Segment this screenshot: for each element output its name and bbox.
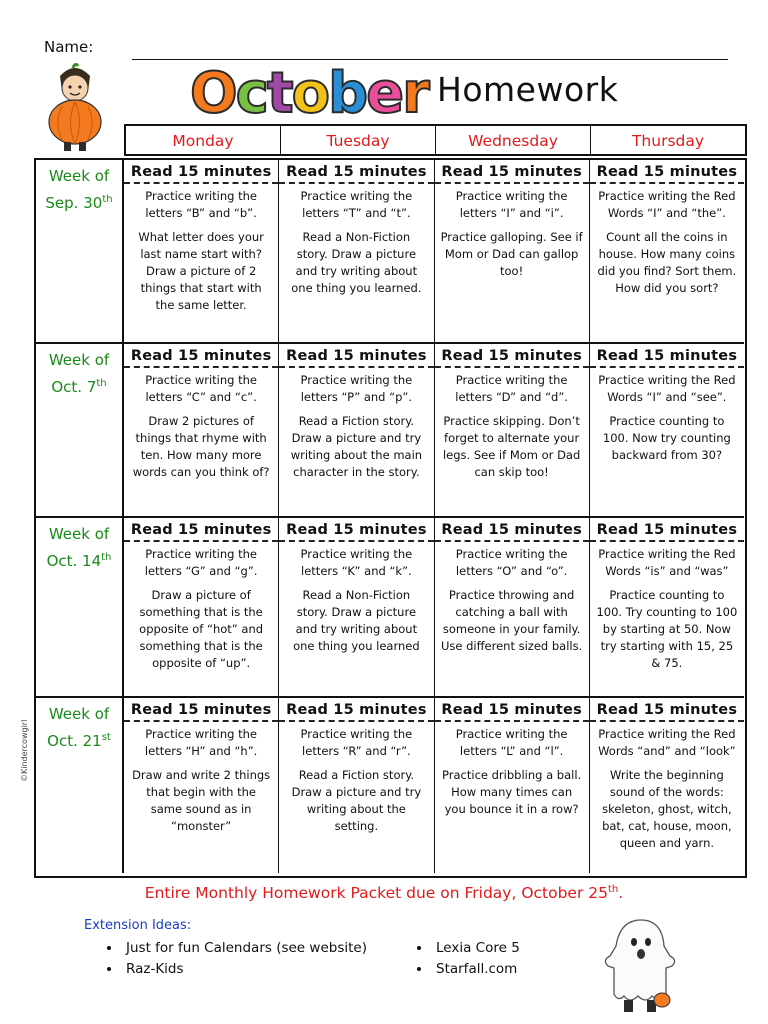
writing-task: Practice writing the letters “K” and “k”. <box>300 547 413 578</box>
read-task: Read 15 minutes <box>590 698 744 722</box>
copyright-note: ©Kindercowgirl <box>20 719 29 782</box>
week-label <box>36 344 124 516</box>
homework-cell <box>589 344 744 516</box>
week-label-line1: Week of <box>48 705 110 723</box>
title-letter: o <box>291 61 329 126</box>
read-task: Read 15 minutes <box>590 160 744 184</box>
extension-item: • Raz-Kids <box>122 959 372 980</box>
day-header-monday: Monday <box>172 132 234 150</box>
homework-cell <box>278 344 433 516</box>
activity-task: Practice skipping. Don’t forget to alternate your legs. See if Mom or Dad can skip too! <box>442 414 581 479</box>
writing-task: Practice writing the letters “L” and “l”. <box>455 727 568 758</box>
read-task: Read 15 minutes <box>435 518 589 542</box>
title-letter: b <box>328 61 367 126</box>
week-row <box>36 518 744 698</box>
week-label-line2: Sep. 30th <box>45 194 113 212</box>
homework-cell <box>434 160 589 342</box>
activity-task: Write the beginning sound of the words: skeleton, ghost, witch, bat, cat, house, moon, queen and yarn. <box>602 768 732 850</box>
name-label: Name: <box>44 38 94 56</box>
extension-item: • Just for fun Calendars (see website) <box>122 938 372 959</box>
extension-list-right <box>414 938 592 980</box>
homework-calendar <box>34 124 747 878</box>
activity-task: Practice galloping. See if Mom or Dad can gallop too! <box>440 230 583 278</box>
ghost-kid-icon <box>600 916 682 1016</box>
homework-cell <box>124 344 278 516</box>
week-label <box>36 698 124 873</box>
homework-cell <box>589 518 744 696</box>
activity-task: Practice dribbling a ball. How many times can you bounce it in a row? <box>442 768 582 816</box>
homework-cell <box>589 698 744 873</box>
activity-task: Read a Non-Fiction story. Draw a picture and try writing about one thing you learned. <box>291 230 422 295</box>
homework-cell <box>278 698 433 873</box>
activity-task: Draw a picture of something that is the opposite of “hot” and something that is the opposite of “up”. <box>139 588 264 670</box>
homework-cell <box>434 344 589 516</box>
writing-task: Practice writing the letters “D” and “d”. <box>455 373 568 404</box>
read-task: Read 15 minutes <box>435 344 589 368</box>
day-header-tuesday: Tuesday <box>280 126 435 154</box>
due-notice: Entire Monthly Homework Packet due on Friday, October 25th. <box>144 884 624 903</box>
activity-task: Practice counting to 100. Now try counting backward from 30? <box>602 414 731 462</box>
week-row <box>36 160 744 344</box>
title-letter: O <box>190 61 236 126</box>
weeks-table <box>34 158 747 878</box>
read-task: Read 15 minutes <box>590 344 744 368</box>
writing-task: Practice writing the letters “I” and “i”. <box>455 189 568 220</box>
writing-task: Practice writing the Red Words “and” and “look” <box>598 727 736 758</box>
title-letter: c <box>235 61 267 126</box>
week-row <box>36 344 744 518</box>
homework-cell <box>589 160 744 342</box>
extension-item: • Starfall.com <box>432 959 592 980</box>
homework-cell <box>124 160 278 342</box>
writing-task: Practice writing the letters “C” and “c”. <box>145 373 257 404</box>
extension-title: Extension Ideas: <box>84 918 192 933</box>
activity-task: Practice throwing and catching a ball with someone in your family. Use different sized balls. <box>440 588 583 653</box>
read-task: Read 15 minutes <box>279 344 433 368</box>
writing-task: Practice writing the Red Words “is” and “was” <box>598 547 736 578</box>
week-label-line2: Oct. 14th <box>46 552 112 570</box>
activity-task: Draw and write 2 things that begin with the same sound as in “monster” <box>132 768 271 833</box>
extension-list-left <box>104 938 372 980</box>
week-label <box>36 518 124 696</box>
day-header-row <box>124 124 747 156</box>
writing-task: Practice writing the letters “P” and “p”. <box>300 373 413 404</box>
day-header-thursday: Thursday <box>590 126 745 154</box>
writing-task: Practice writing the letters “R” and “r”. <box>300 727 413 758</box>
week-label-line2: Oct. 7th <box>51 378 107 396</box>
homework-cell <box>278 518 433 696</box>
writing-task: Practice writing the letters “O” and “o”. <box>455 547 568 578</box>
title-letter: r <box>402 61 428 126</box>
week-label-line1: Week of <box>48 351 110 369</box>
activity-task: Read a Fiction story. Draw a picture and try writing about the main character in the story. <box>290 414 423 479</box>
day-header-wednesday: Wednesday <box>435 126 590 154</box>
homework-cell <box>434 698 589 873</box>
activity-task: Count all the coins in house. How many coins did you find? Sort them. How did you sort? <box>597 230 737 295</box>
title-october <box>190 61 428 126</box>
writing-task: Practice writing the Red Words “I” and “the”. <box>598 189 736 220</box>
homework-cell <box>124 518 278 696</box>
writing-task: Practice writing the letters “T” and “t”. <box>300 189 413 220</box>
homework-cell <box>124 698 278 873</box>
activity-task: Draw 2 pictures of things that rhyme with ten. How many more words can you think of? <box>132 414 270 479</box>
read-task: Read 15 minutes <box>124 518 278 542</box>
read-task: Read 15 minutes <box>279 518 433 542</box>
homework-cell <box>434 518 589 696</box>
activity-task: Read a Fiction story. Draw a picture and try writing about the setting. <box>291 768 422 833</box>
name-line <box>132 59 728 60</box>
read-task: Read 15 minutes <box>279 698 433 722</box>
activity-task: What letter does your last name start with? Draw a picture of 2 things that start with the same letter. <box>138 230 264 312</box>
week-row <box>36 698 744 873</box>
activity-task: Read a Non-Fiction story. Draw a picture and try writing about one thing you learned <box>293 588 420 653</box>
title-letter: e <box>366 61 403 126</box>
writing-task: Practice writing the letters “B” and “b”. <box>145 189 257 220</box>
read-task: Read 15 minutes <box>435 160 589 184</box>
homework-cell <box>278 160 433 342</box>
writing-task: Practice writing the letters “H” and “h”. <box>144 727 258 758</box>
writing-task: Practice writing the letters “G” and “g”. <box>144 547 258 578</box>
title-homework: Homework <box>437 70 619 109</box>
extension-item: • Lexia Core 5 <box>432 938 592 959</box>
title-letter: t <box>266 61 292 126</box>
read-task: Read 15 minutes <box>124 344 278 368</box>
read-task: Read 15 minutes <box>590 518 744 542</box>
activity-task: Practice counting to 100. Try counting to 100 by starting at 50. Now try starting with 15, 25 & 75. <box>596 588 738 670</box>
week-label-line1: Week of <box>48 167 110 185</box>
week-label <box>36 160 124 342</box>
week-label-line1: Week of <box>48 525 110 543</box>
read-task: Read 15 minutes <box>124 160 278 184</box>
read-task: Read 15 minutes <box>279 160 433 184</box>
week-label-line2: Oct. 21st <box>47 732 111 750</box>
read-task: Read 15 minutes <box>435 698 589 722</box>
read-task: Read 15 minutes <box>124 698 278 722</box>
writing-task: Practice writing the Red Words “I” and “see”. <box>598 373 736 404</box>
